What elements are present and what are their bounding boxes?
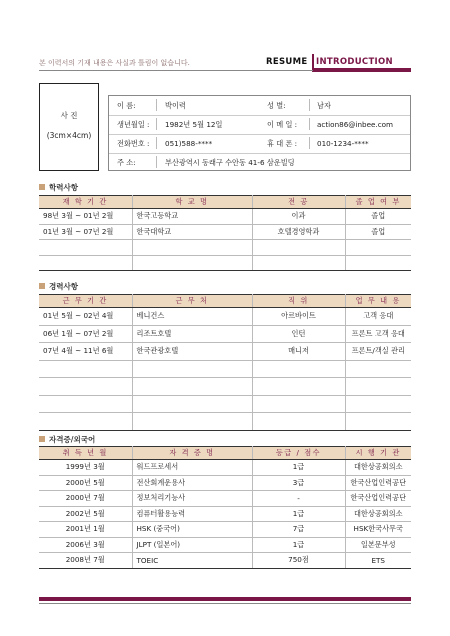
column-header: 재 학 기 간 [39, 196, 132, 209]
divider [156, 156, 157, 168]
table-cell: 1급 [252, 537, 345, 553]
table-cell: 2008년 7월 [39, 553, 132, 569]
gender-value: 남자 [317, 101, 331, 110]
table-row [39, 343, 411, 361]
birth-label: 생년월일 : [117, 120, 150, 129]
gender-label: 성 별: [267, 101, 286, 110]
table-cell [252, 395, 345, 413]
table-cell [345, 413, 411, 431]
table-cell [132, 395, 252, 413]
table-cell: HSK (중국어) [132, 522, 252, 538]
table-cell: 2000년 5월 [39, 475, 132, 491]
table-cell: 이과 [252, 209, 345, 225]
divider [156, 137, 157, 149]
table-cell: 2006년 3월 [39, 537, 132, 553]
name-label: 이 름: [117, 101, 136, 110]
license-title [39, 434, 95, 445]
career-title [39, 281, 78, 292]
table-cell: 프론트/객실 관리 [345, 343, 411, 361]
table-cell: 06년 1월 ~ 07년 2월 [39, 325, 132, 343]
table-row [39, 255, 411, 271]
table-cell: 워드프로세서 [132, 460, 252, 476]
table-cell [252, 378, 345, 396]
table-cell: 07년 4월 ~ 11년 6월 [39, 343, 132, 361]
column-header: 직 위 [252, 295, 345, 308]
table-cell: 1999년 3월 [39, 460, 132, 476]
table-cell: 2001년 1월 [39, 522, 132, 538]
table-cell: ETS [345, 553, 411, 569]
photo-label: 사 진 [60, 111, 78, 120]
table-cell: 01년 3월 ~ 07년 2월 [39, 224, 132, 240]
photo-placeholder [39, 83, 99, 171]
column-header: 근 무 처 [132, 295, 252, 308]
photo-size: (3cm×4cm) [46, 131, 92, 140]
table-row [39, 209, 411, 225]
column-header: 전 공 [252, 196, 345, 209]
profile-row-phone [109, 134, 410, 154]
career-table [39, 294, 411, 431]
profile-box [108, 95, 411, 171]
table-cell [345, 378, 411, 396]
table-cell: 졸업 [345, 209, 411, 225]
introduction-label: INTRODUCTION [316, 57, 393, 67]
table-row [39, 325, 411, 343]
section-bullet-icon [39, 184, 45, 190]
table-row [39, 491, 411, 507]
table-cell: - [252, 491, 345, 507]
table-cell [39, 240, 132, 256]
header-accent-bar [313, 68, 411, 72]
table-cell: 컴퓨터활용능력 [132, 506, 252, 522]
education-title [39, 182, 78, 193]
footer-rule [39, 603, 411, 604]
education-title-text: 학력사항 [49, 183, 78, 192]
column-header: 근 무 기 간 [39, 295, 132, 308]
section-bullet-icon [39, 436, 45, 442]
table-cell [345, 255, 411, 271]
divider [309, 118, 310, 130]
table-cell: 한국관광호텔 [132, 343, 252, 361]
divider [156, 118, 157, 130]
section-bullet-icon [39, 283, 45, 289]
table-cell: 한국산업인력공단 [345, 491, 411, 507]
table-cell [39, 378, 132, 396]
table-cell [252, 413, 345, 431]
table-cell: 1급 [252, 506, 345, 522]
table-cell: 한국고등학교 [132, 209, 252, 225]
table-cell: 리조트호텔 [132, 325, 252, 343]
table-row [39, 308, 411, 326]
table-cell: 베니건스 [132, 308, 252, 326]
table-cell: 고객 응대 [345, 308, 411, 326]
table-cell: 1급 [252, 460, 345, 476]
address-value: 부산광역시 동래구 수안동 41-6 삼운빌딩 [165, 158, 295, 167]
table-cell [345, 240, 411, 256]
table-row [39, 224, 411, 240]
profile-row-name [109, 96, 410, 116]
table-cell [252, 255, 345, 271]
column-header: 등급 / 점수 [252, 447, 345, 460]
profile-row-birth [109, 115, 410, 135]
table-cell: 2002년 5월 [39, 506, 132, 522]
phone-value: 051)588-**** [165, 139, 213, 148]
phone-label: 전화번호 : [117, 139, 150, 148]
table-cell: 2000년 7월 [39, 491, 132, 507]
column-header: 학 교 명 [132, 196, 252, 209]
table-cell: 01년 5월 ~ 02년 4월 [39, 308, 132, 326]
birth-value: 1982년 5월 12일 [165, 120, 223, 129]
table-row [39, 522, 411, 538]
table-cell: 정보처리기능사 [132, 491, 252, 507]
table-cell [252, 240, 345, 256]
table-cell: 호텔경영학과 [252, 224, 345, 240]
table-row [39, 506, 411, 522]
footer-accent-bar [39, 597, 411, 601]
table-row [39, 395, 411, 413]
table-row [39, 537, 411, 553]
table-cell [345, 395, 411, 413]
license-title-text: 자격증/외국어 [49, 435, 96, 444]
table-cell: 아르바이트 [252, 308, 345, 326]
table-header-row [39, 447, 411, 460]
mobile-label: 휴 대 폰 : [267, 139, 298, 148]
table-cell: 전산회계운용사 [132, 475, 252, 491]
table-row [39, 460, 411, 476]
table-cell [39, 395, 132, 413]
column-header: 시 행 기 관 [345, 447, 411, 460]
table-row [39, 378, 411, 396]
table-cell: JLPT (일본어) [132, 537, 252, 553]
column-header: 업 무 내 용 [345, 295, 411, 308]
table-cell [39, 255, 132, 271]
table-cell: 매니저 [252, 343, 345, 361]
address-label: 주 소: [117, 158, 136, 167]
table-cell: 7급 [252, 522, 345, 538]
column-header: 졸 업 여 부 [345, 196, 411, 209]
name-value: 박이력 [165, 101, 186, 110]
email-value: action86@inbee.com [317, 120, 394, 129]
table-row [39, 360, 411, 378]
table-cell: 한국대학교 [132, 224, 252, 240]
table-cell [39, 360, 132, 378]
license-table [39, 446, 411, 569]
divider [309, 99, 310, 111]
table-row [39, 413, 411, 431]
table-cell: 98년 3월 ~ 01년 2월 [39, 209, 132, 225]
divider [309, 137, 310, 149]
table-header-row [39, 196, 411, 209]
table-row [39, 240, 411, 256]
table-cell: 한국산업인력공단 [345, 475, 411, 491]
table-cell [132, 378, 252, 396]
table-cell: 인턴 [252, 325, 345, 343]
table-cell [39, 413, 132, 431]
column-header: 자 격 증 명 [132, 447, 252, 460]
career-title-text: 경력사항 [49, 282, 78, 291]
table-header-row [39, 295, 411, 308]
divider [156, 99, 157, 111]
table-cell [252, 360, 345, 378]
header-notice: 본 이력서의 기재 내용은 사실과 틀림이 없습니다. [39, 59, 190, 67]
table-cell [132, 413, 252, 431]
resume-label: RESUME [266, 57, 308, 67]
table-cell: HSK한국사무국 [345, 522, 411, 538]
table-cell [132, 255, 252, 271]
table-cell: 대한상공회의소 [345, 460, 411, 476]
profile-row-address [109, 153, 410, 172]
table-cell [132, 360, 252, 378]
table-cell: 일본문부성 [345, 537, 411, 553]
table-cell: 대한상공회의소 [345, 506, 411, 522]
table-cell: 프론트 고객 응대 [345, 325, 411, 343]
table-cell [345, 360, 411, 378]
table-row [39, 475, 411, 491]
table-cell: 750점 [252, 553, 345, 569]
table-row [39, 553, 411, 569]
email-label: 이 메 일 : [267, 120, 298, 129]
table-cell: TOEIC [132, 553, 252, 569]
table-cell [132, 240, 252, 256]
table-cell: 3급 [252, 475, 345, 491]
column-header: 취 득 년 월 [39, 447, 132, 460]
table-cell: 졸업 [345, 224, 411, 240]
education-table [39, 195, 411, 271]
mobile-value: 010-1234-**** [317, 139, 369, 148]
